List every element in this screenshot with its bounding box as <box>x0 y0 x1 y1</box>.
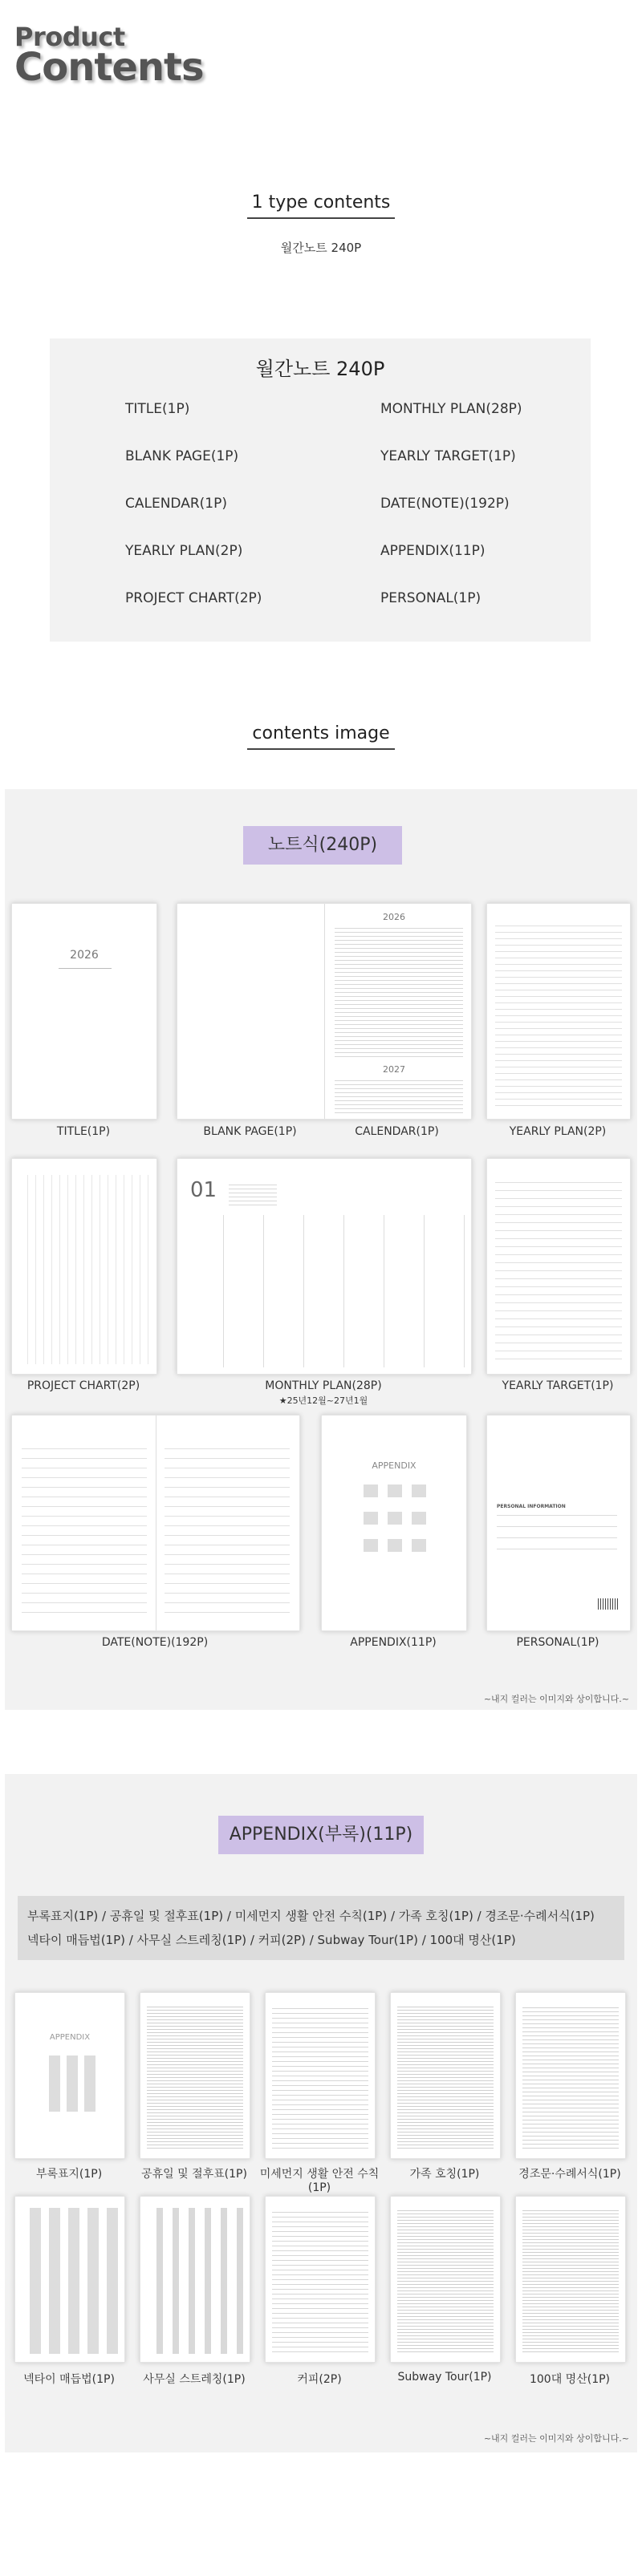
brand-header <box>14 22 204 90</box>
condolence-thumb <box>515 1992 626 2159</box>
appendix-caption: 100대 명산(1P) <box>529 2373 611 2386</box>
list-item: YEARLY TARGET(1P) <box>380 448 516 464</box>
appendix-desc-line1: 부록표지(1P) / 공휴일 및 절후표(1P) / 미세먼지 생활 안전 수칙(1P) / 가족 호칭(1P) / 경조문·수례서식(1P) <box>27 1909 595 1923</box>
appendix-thumb <box>321 1415 467 1631</box>
appendix-caption: Subway Tour(1P) <box>397 2371 492 2384</box>
list-item: MONTHLY PLAN(28P) <box>380 401 522 417</box>
date-note-thumb <box>11 1415 300 1631</box>
contents-list-left <box>125 401 262 638</box>
brand-line2: Contents <box>14 45 204 90</box>
caption-monthly-note: ★25년12월~27년1월 <box>278 1395 368 1406</box>
color-note-2: ~내지 컬러는 이미지와 상이합니다.~ <box>483 2433 629 2444</box>
mountains-thumb <box>515 2196 626 2363</box>
appendix-cover-title: APPENDIX <box>49 2033 91 2042</box>
list-item: APPENDIX(11P) <box>380 543 486 559</box>
caption-personal: PERSONAL(1P) <box>516 1636 599 1649</box>
caption-yearly-plan: YEARLY PLAN(2P) <box>509 1125 607 1138</box>
caption-title: TITLE(1P) <box>56 1125 111 1138</box>
appendix-caption: 넥타이 매듭법(1P) <box>23 2373 115 2386</box>
list-item: BLANK PAGE(1P) <box>125 448 239 464</box>
family-title-thumb <box>390 1992 501 2159</box>
appendix-description-box <box>18 1896 624 1960</box>
type-section-title: 1 type contents <box>0 192 642 219</box>
caption-date: DATE(NOTE)(192P) <box>101 1636 209 1649</box>
calendar-year: 2026 <box>383 912 405 922</box>
appendix-caption: 부록표지(1P) <box>35 2168 103 2181</box>
note-type-tag: 노트식(240P) <box>243 826 402 865</box>
list-item: PERSONAL(1P) <box>380 590 482 606</box>
contents-list-right <box>380 401 522 638</box>
list-item: YEARLY PLAN(2P) <box>125 543 243 559</box>
appendix-caption: 가족 호칭(1P) <box>409 2168 480 2181</box>
appendix-caption: 경조문·수례서식(1P) <box>518 2168 621 2181</box>
holiday-thumb <box>140 1992 250 2159</box>
list-item: CALENDAR(1P) <box>125 496 227 512</box>
list-item: PROJECT CHART(2P) <box>125 590 262 606</box>
monthly-plan-thumb <box>177 1158 472 1375</box>
title-page-thumb <box>11 903 157 1120</box>
coffee-thumb <box>265 2196 376 2363</box>
appendix-tag: APPENDIX(부록)(11P) <box>218 1816 424 1854</box>
title-year: 2026 <box>70 949 99 962</box>
personal-page-title: PERSONAL INFORMATION <box>497 1504 566 1509</box>
yearly-plan-thumb <box>486 903 631 1120</box>
contents-box <box>50 338 591 642</box>
stretching-thumb <box>140 2196 250 2363</box>
caption-calendar: CALENDAR(1P) <box>355 1125 439 1138</box>
blank-calendar-thumb <box>177 903 472 1120</box>
image-section-title: contents image <box>0 723 642 750</box>
appendix-caption: 사무실 스트레칭(1P) <box>143 2373 246 2386</box>
calendar-year-2: 2027 <box>383 1064 405 1075</box>
appendix-desc-line2: 넥타이 매듭법(1P) / 사무실 스트레칭(1P) / 커피(2P) / Subway Tour(1P) / 100대 명산(1P) <box>27 1933 516 1947</box>
caption-blank: BLANK PAGE(1P) <box>203 1125 297 1138</box>
fine-dust-thumb <box>265 1992 376 2159</box>
personal-thumb <box>486 1415 631 1631</box>
appendix-caption: 공휴일 및 절후표(1P) <box>141 2168 247 2181</box>
subway-thumb <box>390 2196 501 2363</box>
type-section-subtitle: 월간노트 240P <box>280 241 362 255</box>
necktie-thumb <box>14 2196 125 2363</box>
caption-project: PROJECT CHART(2P) <box>26 1379 140 1392</box>
color-note-1: ~내지 컬러는 이미지와 상이합니다.~ <box>483 1694 629 1704</box>
appendix-page-title: APPENDIX <box>372 1460 416 1471</box>
month-number: 01 <box>190 1178 217 1202</box>
appendix-caption: 미세먼지 생활 안전 수칙(1P) <box>259 2168 380 2194</box>
caption-monthly: MONTHLY PLAN(28P) <box>265 1379 382 1392</box>
caption-yearly-target: YEARLY TARGET(1P) <box>502 1379 614 1392</box>
list-item: DATE(NOTE)(192P) <box>380 496 510 512</box>
yearly-target-thumb <box>486 1158 631 1375</box>
appendix-cover-thumb <box>14 1992 125 2159</box>
project-chart-thumb <box>11 1158 157 1375</box>
brand-line1: Product <box>14 22 125 52</box>
appendix-caption: 커피(2P) <box>297 2373 342 2386</box>
list-item: TITLE(1P) <box>125 401 190 417</box>
caption-appendix: APPENDIX(11P) <box>350 1636 437 1649</box>
contents-box-title: 월간노트 240P <box>255 358 385 380</box>
